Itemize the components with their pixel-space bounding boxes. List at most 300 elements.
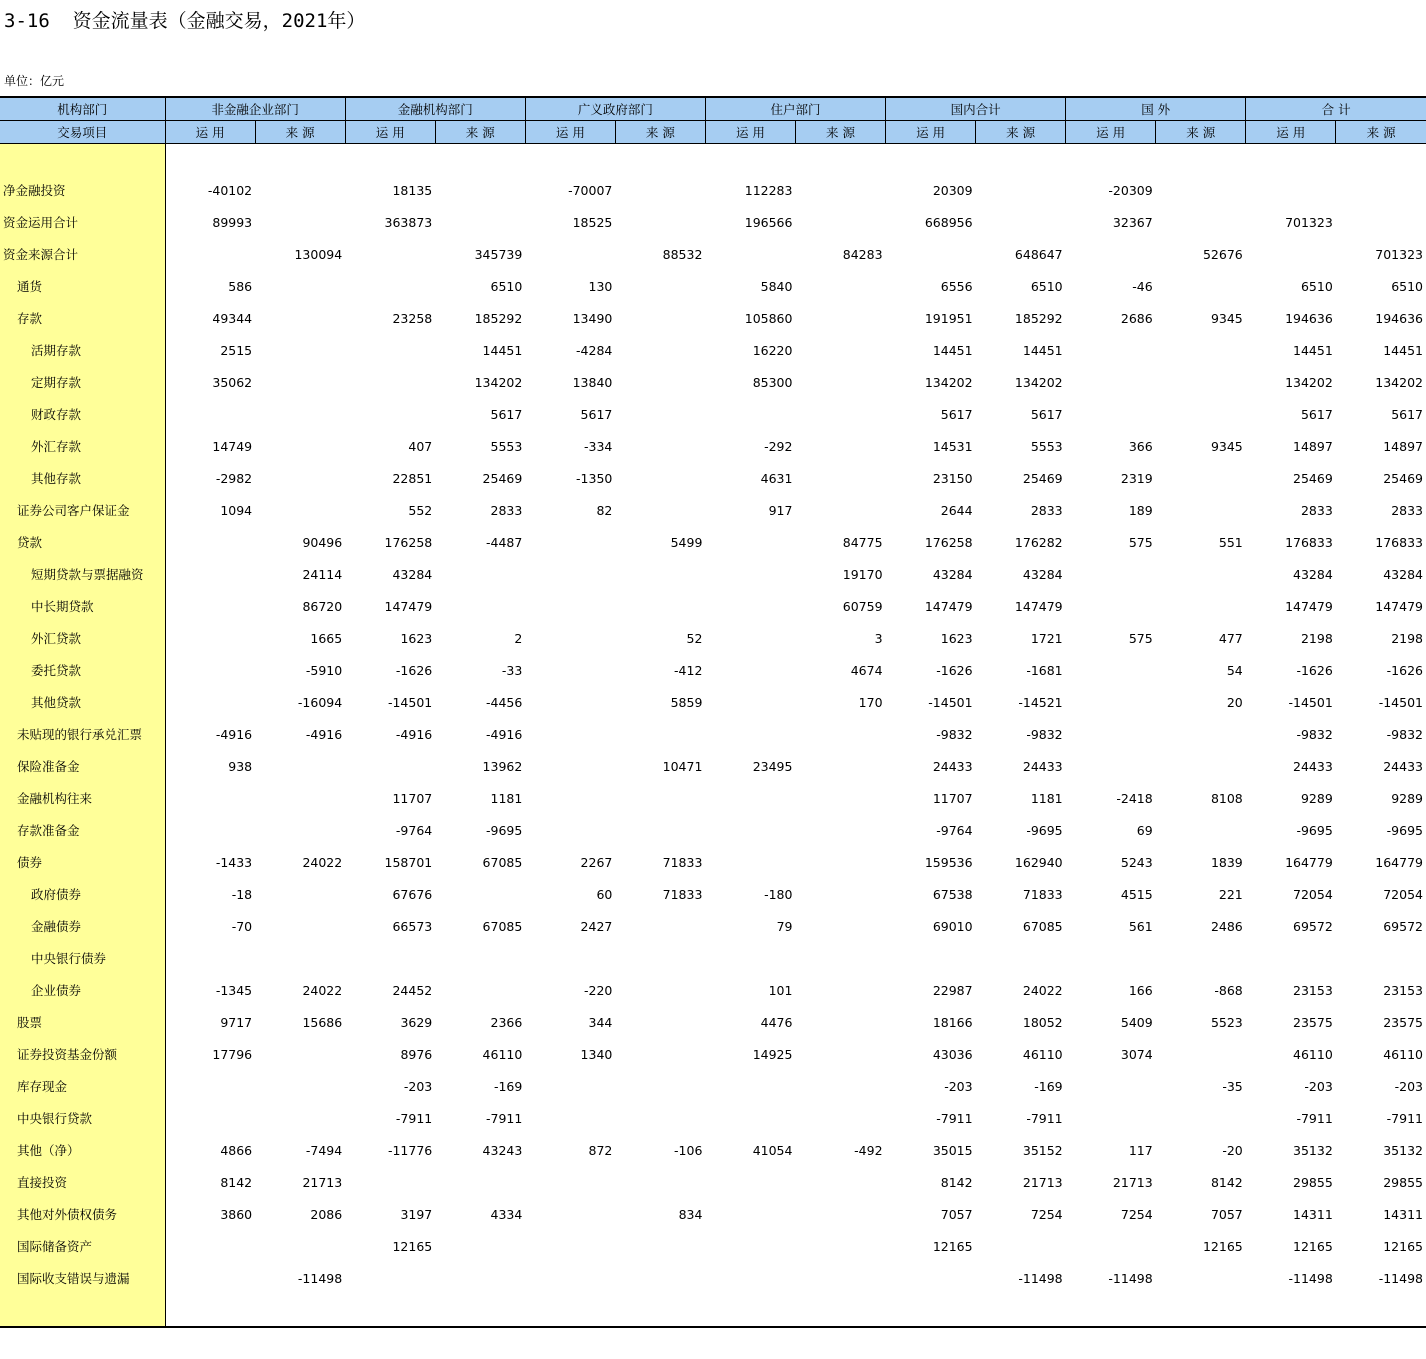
use-value-cell: 69 — [1136, 822, 1153, 838]
use-value-cell — [1066, 750, 1156, 782]
use-value-cell: -203 — [403, 1078, 433, 1094]
use-value-cell: -14501 — [387, 694, 433, 710]
source-value-cell: 23575 — [1383, 1014, 1423, 1030]
source-value-cell — [435, 974, 525, 1006]
source-value-cell — [615, 974, 705, 1006]
source-value-cell: 4334 — [490, 1206, 523, 1222]
value-cell — [1066, 144, 1156, 175]
use-value-cell — [525, 718, 615, 750]
source-value-cell: -1681 — [1026, 662, 1063, 678]
row-label: 证券投资基金份额 — [0, 1038, 165, 1070]
use-value-cell: 18525 — [572, 214, 613, 230]
use-value-cell: -4916 — [395, 726, 433, 742]
use-value-cell: 69010 — [932, 918, 973, 934]
use-value-cell: -9832 — [1296, 726, 1333, 742]
use-value-cell: 43036 — [932, 1046, 973, 1062]
use-value-cell: 22987 — [932, 982, 973, 998]
use-value-cell — [165, 590, 255, 622]
use-value-cell: 82 — [596, 502, 613, 518]
source-value-cell: 8108 — [1210, 790, 1243, 806]
source-value-cell: 176282 — [1014, 534, 1063, 550]
source-value-cell: -11498 — [297, 1270, 343, 1286]
use-value-cell — [1066, 398, 1156, 430]
sector-header: 国内合计 — [886, 97, 1066, 121]
source-value-cell: 24114 — [302, 566, 343, 582]
source-value-cell: 5617 — [1030, 406, 1063, 422]
source-value-cell — [795, 1070, 885, 1102]
use-value-cell — [705, 238, 795, 270]
source-value-cell — [1156, 590, 1246, 622]
use-value-cell: -70007 — [568, 182, 613, 198]
source-value-cell: 5523 — [1210, 1014, 1243, 1030]
source-header: 来 源 — [255, 121, 345, 144]
source-value-cell: 67085 — [482, 918, 523, 934]
value-cell — [705, 1294, 795, 1327]
row-label: 定期存款 — [0, 366, 165, 398]
source-value-cell: -20 — [1222, 1142, 1243, 1158]
use-value-cell: -7911 — [395, 1110, 433, 1126]
use-value-cell: -180 — [764, 886, 793, 902]
row-label: 企业债券 — [0, 974, 165, 1006]
use-value-cell — [525, 1166, 615, 1198]
use-value-cell: 7057 — [940, 1206, 973, 1222]
row-label: 资金来源合计 — [0, 238, 165, 270]
source-value-cell: 52 — [686, 630, 703, 646]
source-value-cell — [615, 782, 705, 814]
source-value-cell — [795, 1198, 885, 1230]
source-value-cell: 185292 — [474, 310, 523, 326]
use-value-cell: 196566 — [744, 214, 793, 230]
source-value-cell: 24022 — [302, 854, 343, 870]
source-value-cell — [615, 398, 705, 430]
use-value-cell: 101 — [768, 982, 793, 998]
source-value-cell — [255, 1230, 345, 1262]
unit-label: 单位：亿元 — [4, 74, 65, 88]
source-value-cell — [1156, 942, 1246, 974]
use-value-cell: 7254 — [1120, 1206, 1153, 1222]
use-value-cell — [1066, 1102, 1156, 1134]
source-value-cell — [795, 846, 885, 878]
source-value-cell: 10471 — [662, 758, 703, 774]
use-value-cell — [705, 1198, 795, 1230]
use-value-cell: 363873 — [384, 214, 433, 230]
use-value-cell: 4515 — [1120, 886, 1153, 902]
flow-of-funds-table — [0, 96, 1426, 1328]
source-value-cell: -35 — [1222, 1078, 1243, 1094]
source-value-cell — [615, 302, 705, 334]
source-value-cell: 88532 — [662, 246, 703, 262]
use-value-cell: 2267 — [580, 854, 613, 870]
source-value-cell — [1156, 1038, 1246, 1070]
source-value-cell: 72054 — [1383, 886, 1423, 902]
source-value-cell: 2833 — [490, 502, 523, 518]
source-value-cell: 185292 — [1014, 310, 1063, 326]
source-value-cell: 29855 — [1383, 1174, 1423, 1190]
value-cell — [435, 1294, 525, 1327]
source-value-cell — [255, 1102, 345, 1134]
use-value-cell: 43284 — [392, 566, 433, 582]
row-label: 库存现金 — [0, 1070, 165, 1102]
source-value-cell — [255, 1070, 345, 1102]
use-value-cell: -40102 — [207, 182, 253, 198]
use-value-cell: 872 — [588, 1142, 613, 1158]
row-label: 净金融投资 — [0, 174, 165, 206]
value-cell — [1246, 144, 1336, 175]
use-value-cell — [705, 942, 795, 974]
use-value-cell — [705, 398, 795, 430]
spacer-row — [0, 1294, 1426, 1327]
source-value-cell — [1156, 1102, 1246, 1134]
source-value-cell — [1336, 942, 1426, 974]
source-value-cell — [255, 334, 345, 366]
source-value-cell: 147479 — [1375, 598, 1423, 614]
source-value-cell: 84775 — [842, 534, 883, 550]
use-value-cell: 85300 — [752, 374, 793, 390]
source-value-cell — [255, 782, 345, 814]
source-value-cell: -169 — [1034, 1078, 1063, 1094]
use-value-cell: 1340 — [580, 1046, 613, 1062]
use-value-cell: -18 — [231, 886, 253, 902]
use-value-cell: 17796 — [212, 1046, 253, 1062]
source-value-cell — [1336, 206, 1426, 238]
source-value-cell — [795, 1230, 885, 1262]
sector-header: 住户部门 — [705, 97, 885, 121]
table-row — [0, 494, 1426, 526]
use-value-cell: -11498 — [1108, 1270, 1153, 1286]
source-value-cell: 54 — [1226, 662, 1243, 678]
source-value-cell: 134202 — [1014, 374, 1063, 390]
source-value-cell: 12165 — [1383, 1238, 1423, 1254]
source-value-cell — [435, 878, 525, 910]
row-label: 证券公司客户保证金 — [0, 494, 165, 526]
source-value-cell — [976, 174, 1066, 206]
use-value-cell: 344 — [588, 1014, 613, 1030]
table-header — [0, 97, 1426, 144]
value-cell — [165, 144, 255, 175]
table-row — [0, 1262, 1426, 1294]
use-value-cell: 89993 — [212, 214, 253, 230]
source-value-cell — [615, 590, 705, 622]
use-value-cell: 8976 — [400, 1046, 433, 1062]
sector-header: 金融机构部门 — [345, 97, 525, 121]
use-value-cell: 6556 — [940, 278, 973, 294]
value-cell — [525, 144, 615, 175]
use-header: 运 用 — [345, 121, 435, 144]
use-value-cell — [525, 814, 615, 846]
value-cell — [435, 144, 525, 175]
sector-header: 广义政府部门 — [525, 97, 705, 121]
source-value-cell: -412 — [674, 662, 703, 678]
use-value-cell: 14451 — [932, 342, 973, 358]
row-label: 其他对外债权债务 — [0, 1198, 165, 1230]
use-value-cell — [705, 1166, 795, 1198]
source-value-cell: 21713 — [1022, 1174, 1063, 1190]
use-value-cell — [525, 1070, 615, 1102]
value-cell — [255, 1294, 345, 1327]
use-value-cell: 147479 — [384, 598, 433, 614]
table-row — [0, 974, 1426, 1006]
source-value-cell: 6510 — [1030, 278, 1063, 294]
use-value-cell: -1626 — [1296, 662, 1333, 678]
use-value-cell: 575 — [1128, 534, 1153, 550]
use-value-cell — [165, 398, 255, 430]
table-row — [0, 782, 1426, 814]
source-value-cell: 90496 — [302, 534, 343, 550]
source-value-cell: 35132 — [1383, 1142, 1423, 1158]
use-value-cell: 194636 — [1285, 310, 1333, 326]
source-value-cell: 43284 — [1383, 566, 1423, 582]
source-value-cell: 221 — [1218, 886, 1243, 902]
row-label: 股票 — [0, 1006, 165, 1038]
source-value-cell — [615, 494, 705, 526]
source-value-cell: -7911 — [1386, 1110, 1423, 1126]
source-value-cell: 9345 — [1210, 438, 1243, 454]
source-value-cell — [795, 782, 885, 814]
use-value-cell: -4916 — [215, 726, 253, 742]
use-value-cell — [165, 238, 255, 270]
source-value-cell: -33 — [501, 662, 523, 678]
use-value-cell — [1066, 558, 1156, 590]
source-header: 来 源 — [435, 121, 525, 144]
use-value-cell: 938 — [228, 758, 253, 774]
use-value-cell — [705, 654, 795, 686]
source-value-cell — [435, 206, 525, 238]
use-value-cell: 701323 — [1285, 214, 1333, 230]
source-value-cell — [615, 1230, 705, 1262]
use-value-cell: 134202 — [1285, 374, 1333, 390]
corner-top-header: 机构部门 — [0, 97, 165, 121]
row-label: 通货 — [0, 270, 165, 302]
source-value-cell: 2 — [514, 630, 523, 646]
use-value-cell: -1345 — [215, 982, 253, 998]
use-value-cell — [1246, 942, 1336, 974]
source-value-cell — [795, 398, 885, 430]
source-value-cell — [1156, 398, 1246, 430]
row-label: 其他贷款 — [0, 686, 165, 718]
source-value-cell: 84283 — [842, 246, 883, 262]
source-value-cell: 52676 — [1202, 246, 1243, 262]
source-value-cell: 2198 — [1391, 630, 1423, 646]
use-value-cell — [1066, 1230, 1156, 1262]
use-value-cell — [525, 1262, 615, 1294]
use-value-cell — [705, 846, 795, 878]
source-value-cell: 147479 — [1014, 598, 1063, 614]
source-value-cell — [795, 878, 885, 910]
source-value-cell: 24022 — [302, 982, 343, 998]
use-value-cell — [165, 942, 255, 974]
table-row — [0, 206, 1426, 238]
table-row — [0, 846, 1426, 878]
use-value-cell — [345, 1166, 435, 1198]
use-value-cell: 2833 — [1300, 502, 1333, 518]
use-value-cell — [525, 590, 615, 622]
source-value-cell: 18052 — [1022, 1014, 1063, 1030]
value-cell — [795, 1294, 885, 1327]
source-value-cell — [1156, 494, 1246, 526]
table-row — [0, 1102, 1426, 1134]
use-value-cell: 9717 — [220, 1014, 253, 1030]
use-value-cell: 14451 — [1293, 342, 1333, 358]
use-value-cell — [525, 622, 615, 654]
use-value-cell — [345, 334, 435, 366]
use-value-cell: 575 — [1128, 630, 1153, 646]
use-value-cell: 11707 — [392, 790, 433, 806]
use-value-cell: 12165 — [392, 1238, 433, 1254]
sector-header: 国 外 — [1066, 97, 1246, 121]
source-value-cell: 1181 — [1030, 790, 1063, 806]
use-value-cell: 176258 — [924, 534, 973, 550]
source-value-cell — [1156, 814, 1246, 846]
use-value-cell: 43284 — [1293, 566, 1333, 582]
source-value-cell — [795, 910, 885, 942]
use-value-cell: 8142 — [940, 1174, 973, 1190]
source-value-cell: 71833 — [662, 886, 703, 902]
use-value-cell — [1066, 238, 1156, 270]
source-value-cell — [255, 206, 345, 238]
source-value-cell — [615, 1070, 705, 1102]
use-value-cell: 9289 — [1300, 790, 1333, 806]
table-row — [0, 558, 1426, 590]
source-value-cell: -14521 — [1018, 694, 1063, 710]
use-value-cell: 2644 — [940, 502, 973, 518]
source-value-cell — [435, 942, 525, 974]
source-value-cell: 13962 — [482, 758, 523, 774]
use-value-cell: 134202 — [924, 374, 973, 390]
source-value-cell — [255, 878, 345, 910]
source-value-cell — [255, 398, 345, 430]
row-label: 中央银行贷款 — [0, 1102, 165, 1134]
value-cell — [1156, 144, 1246, 175]
source-value-cell: 25469 — [1383, 470, 1423, 486]
source-value-cell — [615, 334, 705, 366]
source-value-cell — [795, 1102, 885, 1134]
use-value-cell: 1094 — [220, 502, 253, 518]
source-value-cell: 5617 — [1391, 406, 1423, 422]
source-value-cell: 86720 — [302, 598, 343, 614]
use-value-cell: -2982 — [215, 470, 253, 486]
use-header: 运 用 — [165, 121, 255, 144]
use-value-cell: 2427 — [580, 918, 613, 934]
use-value-cell: -7911 — [1296, 1110, 1333, 1126]
source-value-cell: 1721 — [1030, 630, 1063, 646]
row-label: 直接投资 — [0, 1166, 165, 1198]
source-value-cell: 5499 — [670, 534, 703, 550]
value-cell — [615, 1294, 705, 1327]
use-value-cell — [165, 654, 255, 686]
source-value-cell — [255, 174, 345, 206]
source-value-cell: 2366 — [490, 1014, 523, 1030]
source-value-cell: 35152 — [1022, 1142, 1063, 1158]
source-value-cell — [435, 174, 525, 206]
use-value-cell: -292 — [764, 438, 793, 454]
row-label: 中长期贷款 — [0, 590, 165, 622]
use-value-cell: -11776 — [387, 1142, 433, 1158]
table-body — [0, 144, 1426, 1328]
source-value-cell — [615, 1038, 705, 1070]
source-value-cell: -7911 — [1026, 1110, 1063, 1126]
use-value-cell — [345, 1262, 435, 1294]
row-label: 资金运用合计 — [0, 206, 165, 238]
table-row — [0, 942, 1426, 974]
use-value-cell: 5840 — [760, 278, 793, 294]
use-value-cell: -9764 — [936, 822, 973, 838]
use-value-cell: 41054 — [752, 1142, 793, 1158]
use-value-cell — [525, 686, 615, 718]
use-value-cell: -7911 — [936, 1110, 973, 1126]
use-value-cell: -334 — [583, 438, 613, 454]
use-value-cell: 2319 — [1120, 470, 1153, 486]
use-value-cell: -20309 — [1108, 182, 1153, 198]
row-label: 保险准备金 — [0, 750, 165, 782]
value-cell — [1066, 1294, 1156, 1327]
use-value-cell: 14311 — [1293, 1206, 1333, 1222]
use-value-cell: 18166 — [932, 1014, 973, 1030]
source-value-cell — [615, 910, 705, 942]
source-value-cell: 14897 — [1383, 438, 1423, 454]
use-value-cell: 1623 — [400, 630, 433, 646]
source-value-cell — [615, 1166, 705, 1198]
use-value-cell: 176258 — [384, 534, 433, 550]
row-label: 短期贷款与票据融资 — [0, 558, 165, 590]
use-value-cell — [1066, 686, 1156, 718]
use-value-cell — [525, 1230, 615, 1262]
use-value-cell: 29855 — [1293, 1174, 1333, 1190]
source-value-cell — [615, 558, 705, 590]
use-header: 运 用 — [525, 121, 615, 144]
use-value-cell — [1066, 942, 1156, 974]
use-value-cell: 14749 — [212, 438, 253, 454]
source-value-cell: 7057 — [1210, 1206, 1243, 1222]
source-value-cell — [615, 942, 705, 974]
use-value-cell: -14501 — [928, 694, 973, 710]
use-value-cell: 24433 — [1293, 758, 1333, 774]
source-value-cell: -9695 — [485, 822, 523, 838]
use-value-cell: 79 — [776, 918, 793, 934]
row-label: 中央银行债券 — [0, 942, 165, 974]
use-value-cell: 14925 — [752, 1046, 793, 1062]
row-label: 存款准备金 — [0, 814, 165, 846]
source-value-cell — [615, 206, 705, 238]
source-value-cell — [795, 814, 885, 846]
use-value-cell: 4866 — [220, 1142, 253, 1158]
source-value-cell — [795, 302, 885, 334]
table-row — [0, 1198, 1426, 1230]
source-header: 来 源 — [795, 121, 885, 144]
use-value-cell — [705, 1230, 795, 1262]
source-value-cell: -106 — [674, 1142, 703, 1158]
table-row — [0, 174, 1426, 206]
source-value-cell — [795, 718, 885, 750]
row-label: 金融机构往来 — [0, 782, 165, 814]
use-value-cell: 13490 — [572, 310, 613, 326]
use-value-cell — [525, 654, 615, 686]
source-value-cell: 14451 — [1022, 342, 1063, 358]
source-header: 来 源 — [615, 121, 705, 144]
table-row — [0, 1230, 1426, 1262]
use-value-cell: 3074 — [1120, 1046, 1153, 1062]
use-value-cell — [165, 1230, 255, 1262]
source-value-cell — [615, 1262, 705, 1294]
source-value-cell: 194636 — [1375, 310, 1423, 326]
source-value-cell: -868 — [1214, 982, 1243, 998]
source-value-cell — [255, 366, 345, 398]
use-value-cell — [705, 558, 795, 590]
source-header: 来 源 — [1156, 121, 1246, 144]
use-value-cell: 561 — [1128, 918, 1153, 934]
source-value-cell: 43243 — [482, 1142, 523, 1158]
value-cell — [795, 144, 885, 175]
use-value-cell: -46 — [1132, 278, 1153, 294]
